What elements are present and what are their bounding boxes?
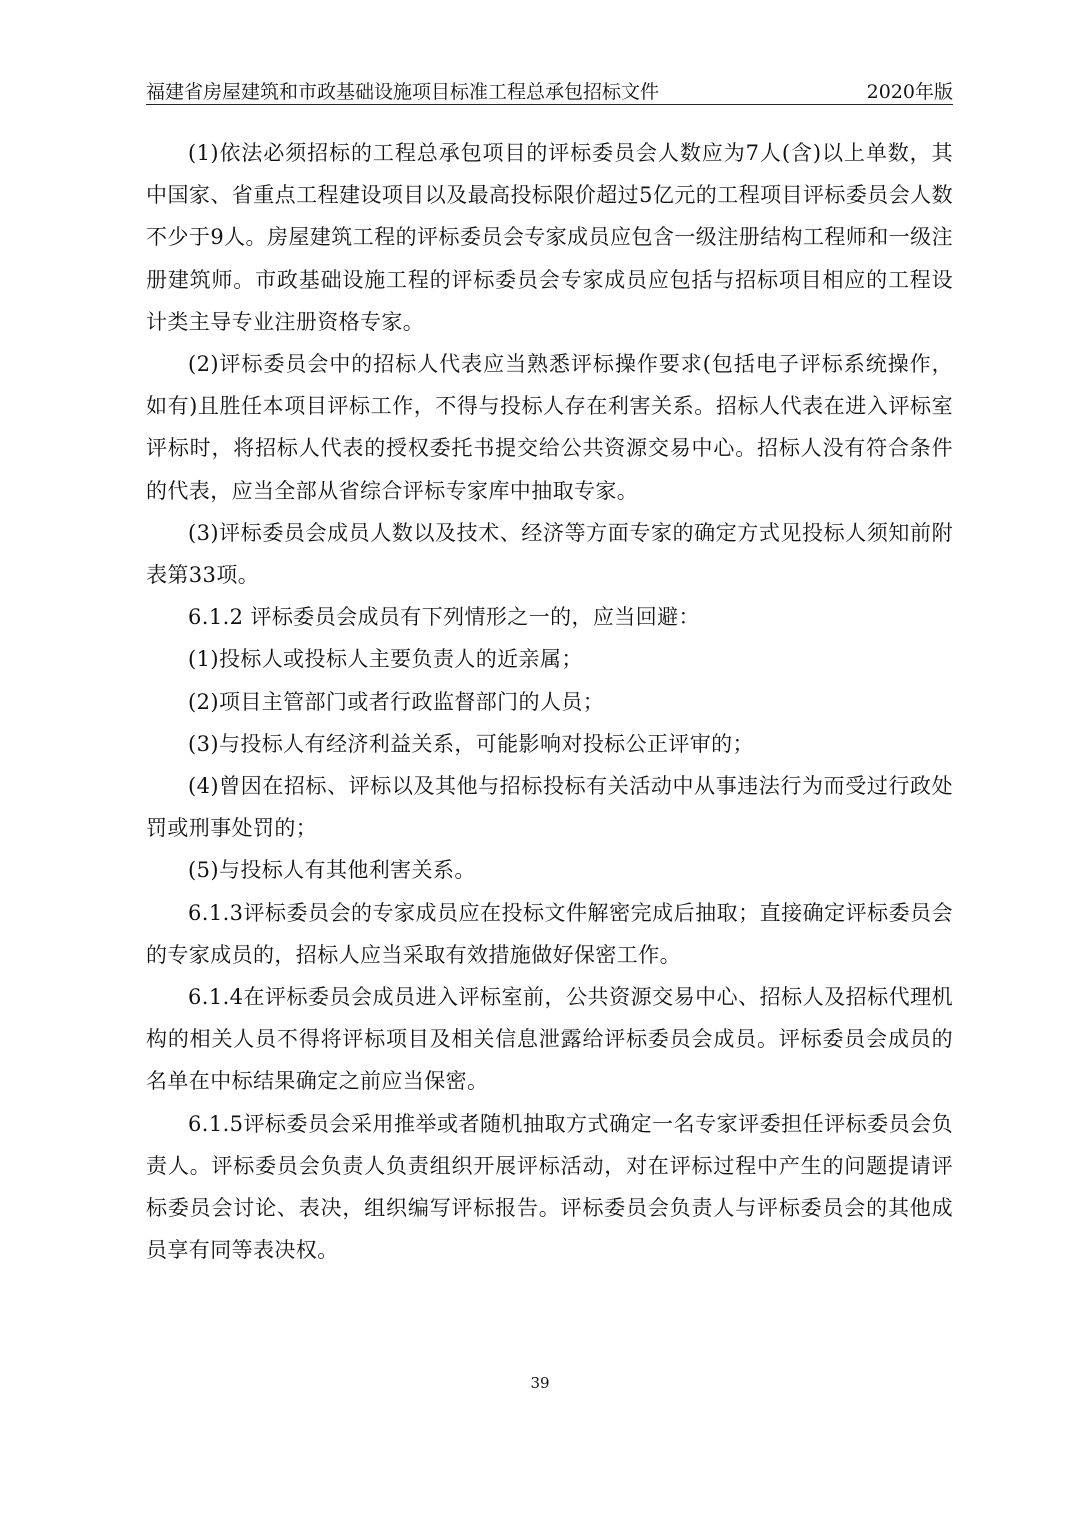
list-item: (2)项目主管部门或者行政监督部门的人员； [188, 689, 605, 714]
clause-6-1-2: 6.1.2 评标委员会成员有下列情形之一的，应当回避： [188, 605, 700, 630]
paragraph-tenderer-representative: (2)评标委员会中的招标人代表应当熟悉评标操作要求(包括电子评标系统操作，如有)且胜任本项目评标工作，不得与投标人存在利害关系。招标人代表在进入评标室评标时，将招标人代表的授权委托书提交给公共资源交易中心。招标人没有符合条件的代表，应当全部从省综合评标专家库中抽取专家。 [146, 352, 953, 503]
list-item: (5)与投标人有其他利害关系。 [188, 858, 476, 883]
list-item: (3)与投标人有经济利益关系，可能影响对投标公正评审的； [188, 731, 754, 756]
edition-label: 2020年版 [866, 81, 953, 103]
page-number: 39 [530, 1374, 550, 1392]
list-item: (4)曾因在招标、评标以及其他与招标投标有关活动中从事违法行为而受过行政处罚或刑事处罚的； [146, 774, 953, 841]
clause-6-1-5: 6.1.5评标委员会采用推举或者随机抽取方式确定一名专家评委担任评标委员会负责人。评标委员会负责人负责组织开展评标活动，对在评标过程中产生的问题提请评标委员会讨论、表决，组织编写评标报告。评标委员会负责人与评标委员会的其他成员享有同等表决权。 [146, 1111, 953, 1263]
body-text [146, 132, 953, 1271]
header-divider [146, 104, 953, 105]
list-item: (1)投标人或投标人主要负责人的近亲属； [188, 647, 583, 672]
document-title: 福建省房屋建筑和市政基础设施项目标准工程总承包招标文件 [146, 81, 660, 103]
clause-6-1-4: 6.1.4在评标委员会成员进入评标室前，公共资源交易中心、招标人及招标代理机构的相关人员不得将评标项目及相关信息泄露给评标委员会成员。评标委员会成员的名单在中标结果确定之前应当保密。 [146, 985, 953, 1094]
clause-6-1-3: 6.1.3评标委员会的专家成员应在投标文件解密完成后抽取；直接确定评标委员会的专家成员的，招标人应当采取有效措施做好保密工作。 [146, 900, 953, 967]
paragraph-expert-selection: (3)评标委员会成员人数以及技术、经济等方面专家的确定方式见投标人须知前附表第33项。 [146, 520, 953, 588]
running-header [146, 76, 953, 104]
paragraph-committee-size: (1)依法必须招标的工程总承包项目的评标委员会人数应为7人(含)以上单数，其中国家、省重点工程建设项目以及最高投标限价超过5亿元的工程项目评标委员会人数不少于9人。房屋建筑工程的评标委员会专家成员应包含一级注册结构工程师和一级注册建筑师。市政基础设施工程的评标委员会专家成员应包括与招标项目相应的工程设计类主导专业注册资格专家。 [146, 141, 953, 334]
